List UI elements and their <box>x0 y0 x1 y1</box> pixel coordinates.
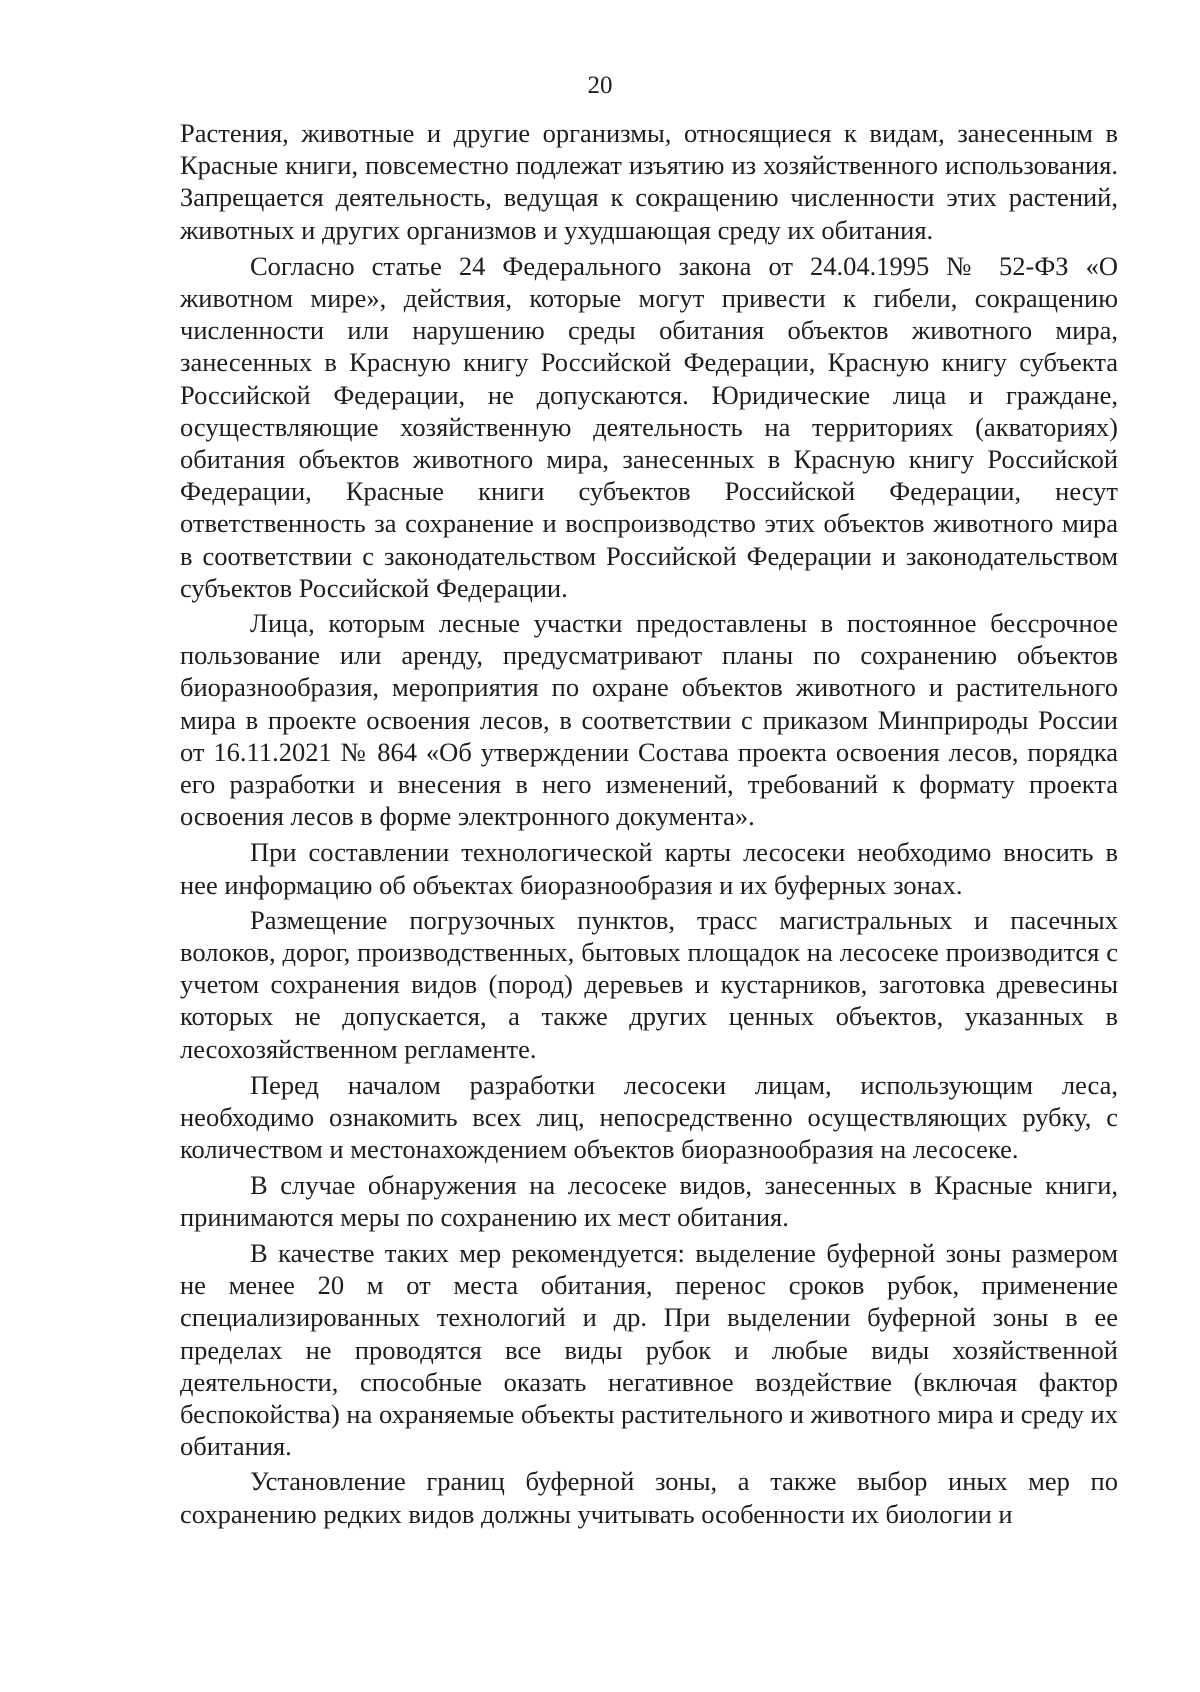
paragraph-federal-law-article-24: Согласно статье 24 Федерального закона от 24.04.1995 № 52-ФЗ «О животном мире», действия, которые могут привести к гибели, сокращению численности или нарушению среды обитания объектов животного мира, занесенных в Красную книгу Российской Федерации, Красную книгу субъекта Российской Федерации, не допускаются. Юридические лица и граждане, осуществляющие хозяйственную деятельность на территориях (акваториях) обитания объектов животного мира, занесенных в Красную книгу Российской Федерации, Красные книги субъектов Российской Федерации, несут ответственность за сохранение и воспроизводство этих объектов животного мира в соответствии с законодательством Российской Федерации и законодательством субъектов Российской Федерации. <box>180 250 1118 603</box>
page-number: 20 <box>587 72 613 99</box>
paragraph-forest-development-project: Лица, которым лесные участки предоставлены в постоянное бессрочное пользование или аренду, предусматривают планы по сохранению объектов биоразнообразия, мероприятия по охране объектов животного и растительного мира в проекте освоения лесов, в соответствии с приказом Минприроды России от 16.11.2021 № 864 «Об утверждении Состава проекта освоения лесов, порядка его разработки и внесения в него изменений, требований к формату проекта освоения лесов в форме электронного документа». <box>180 608 1118 832</box>
paragraph-buffer-zone-measures: В качестве таких мер рекомендуется: выделение буферной зоны размером не менее 20 м от места обитания, перенос сроков рубок, применение специализированных технологий и др. При выделении буферной зоны в ее пределах не проводятся все виды рубок и любые виды хозяйственной деятельности, способные оказать негативное воздействие (включая фактор беспокойства) на охраняемые объекты растительного и животного мира и среду их обитания. <box>180 1237 1118 1462</box>
paragraph-loading-points-placement: Размещение погрузочных пунктов, трасс магистральных и пасечных волоков, дорог, производственных, бытовых площадок на лесосеке производится с учетом сохранения видов (пород) деревьев и кустарников, заготовка древесины которых не допускается, а также других ценных объектов, указанных в лесохозяйственном регламенте. <box>180 904 1118 1064</box>
paragraph-before-logging: Перед началом разработки лесосеки лицам, использующим леса, необходимо ознакомить всех лиц, непосредственно осуществляющих рубку, с количеством и местонахождением объектов биоразнообразия на лесосеке. <box>180 1069 1118 1165</box>
paragraph-red-book-organisms: Растения, животные и другие организмы, относящиеся к видам, занесенным в Красные книги, повсеместно подлежат изъятию из хозяйственного использования. Запрещается деятельность, ведущая к сокращению численности этих растений, животных и других организмов и ухудшающая среду их обитания. <box>180 118 1118 245</box>
document-body <box>180 117 1118 1530</box>
paragraph-red-book-species-detection: В случае обнаружения на лесосеке видов, занесенных в Красные книги, принимаются меры по сохранению их мест обитания. <box>180 1169 1118 1232</box>
paragraph-technological-map: При составлении технологической карты лесосеки необходимо вносить в нее информацию об объектах биоразнообразия и их буферных зонах. <box>180 837 1118 900</box>
paragraph-buffer-zone-boundaries: Установление границ буферной зоны, а также выбор иных мер по сохранению редких видов должны учитывать особенности их биологии и <box>180 1466 1118 1529</box>
